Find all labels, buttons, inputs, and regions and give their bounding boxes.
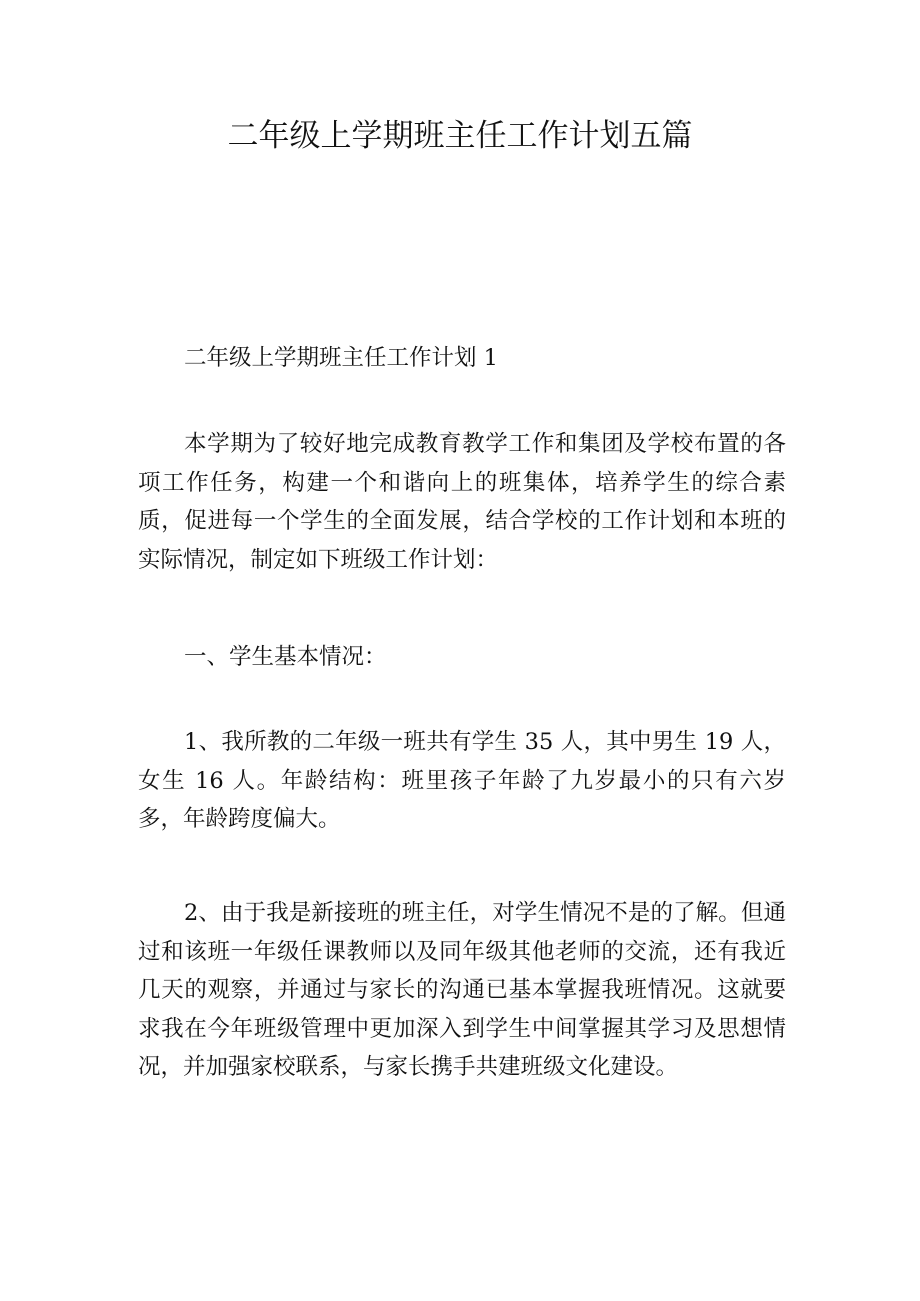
paragraph-item-2: 2、由于我是新接班的班主任，对学生情况不是的了解。但通过和该班一年级任课教师以及同年级其他老师的交流，还有我近几天的观察，并通过与家长的沟通已基本掌握我班情况。这就要求我在今年班级管理中更加深入到学生中间掌握其学习及思想情况，并加强家校联系，与家长携手共建班级文化建设。 [138,900,786,1080]
document-title: 二年级上学期班主任工作计划五篇 [227,118,693,154]
section-heading: 二年级上学期班主任工作计划 1 [184,345,498,371]
paragraph-intro: 本学期为了较好地完成教育教学工作和集团及学校布置的各项工作任务，构建一个和谐向上的班集体，培养学生的综合素质，促进每一个学生的全面发展，结合学校的工作计划和本班的实际情况，制定如下班级工作计划： [138,431,786,573]
paragraph-section-one-heading: 一、学生基本情况： [184,644,387,670]
paragraph-item-1: 1、我所教的二年级一班共有学生 35 人，其中男生 19 人，女生 16 人。年龄结构：班里孩子年龄了九岁最小的只有六岁多，年龄跨度偏大。 [138,729,786,832]
